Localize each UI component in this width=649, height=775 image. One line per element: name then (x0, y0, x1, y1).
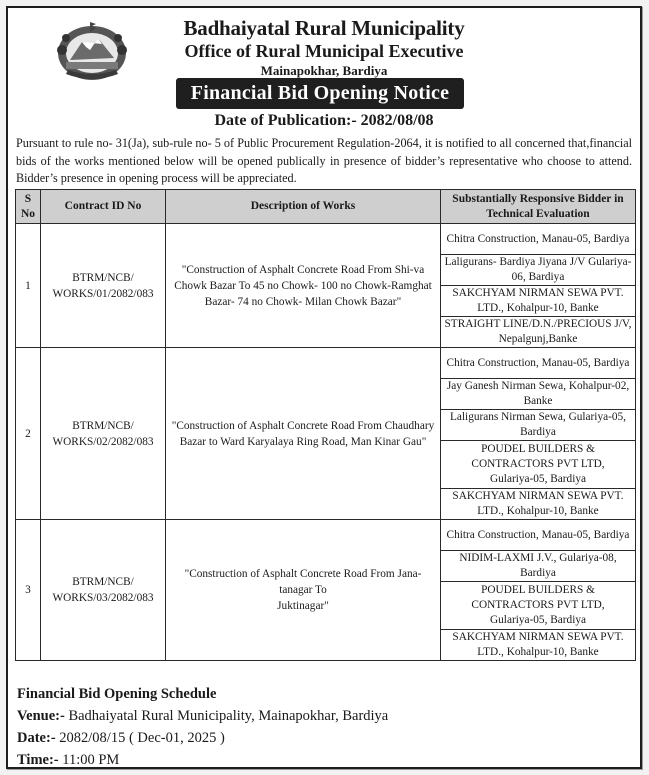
cell-bidder: POUDEL BUILDERS & CONTRACTORS PVT LTD, Gulariya-05, Bardiya (441, 582, 636, 630)
cell-bidder: SAKCHYAM NIRMAN SEWA PVT. LTD., Kohalpur-10, Banke (441, 630, 636, 661)
office-name: Office of Rural Municipal Executive (184, 41, 464, 61)
bids-table (15, 189, 636, 661)
header-sno: S No (16, 190, 41, 224)
notice-title-banner: Financial Bid Opening Notice (176, 78, 464, 109)
cell-bidder: Jay Ganesh Nirman Sewa, Kohalpur-02, Banke (441, 379, 636, 410)
cell-bidder: Chitra Construction, Manau-05, Bardiya (441, 520, 636, 551)
table-row (16, 348, 636, 379)
notice-frame (6, 6, 642, 769)
cell-contract-id: BTRM/NCB/ WORKS/02/2082/083 (41, 348, 166, 520)
cell-bidder: Laligurans Nirman Sewa, Gulariya-05, Bardiya (441, 410, 636, 441)
cell-bidder: POUDEL BUILDERS & CONTRACTORS PVT LTD, Gulariya-05, Bardiya (441, 441, 636, 489)
cell-bidder: STRAIGHT LINE/D.N./PRECIOUS J/V, Nepalgunj,Banke (441, 317, 636, 348)
venue-value: Badhaiyatal Rural Municipality, Mainapokhar, Bardiya (68, 708, 389, 724)
cell-bidder: SAKCHYAM NIRMAN SEWA PVT. LTD., Kohalpur-10, Banke (441, 489, 636, 520)
time-label: Time:- (17, 752, 59, 768)
table-row (16, 224, 636, 255)
table-row (16, 520, 636, 551)
table-header-row (16, 190, 636, 224)
cell-contract-id: BTRM/NCB/ WORKS/01/2082/083 (41, 224, 166, 348)
cell-bidder: Chitra Construction, Manau-05, Bardiya (441, 224, 636, 255)
venue-label: Venue:- (17, 708, 65, 724)
cell-description: "Construction of Asphalt Concrete Road From Chaudhary Bazar to Ward Karyalaya Ring Road, Man Kinar Gau" (166, 348, 441, 520)
schedule-time (17, 752, 119, 769)
schedule-date (17, 730, 225, 747)
cell-description (166, 520, 441, 661)
office-address: Mainapokhar, Bardiya (260, 63, 388, 78)
cell-contract-id: BTRM/NCB/ WORKS/03/2082/083 (41, 520, 166, 661)
cell-bidder: Chitra Construction, Manau-05, Bardiya (441, 348, 636, 379)
cell-bidder: Laligurans- Bardiya Jiyana J/V Gulariya-06, Bardiya (441, 255, 636, 286)
publication-date: Date of Publication:- 2082/08/08 (214, 112, 434, 129)
time-value: 11:00 PM (62, 752, 120, 768)
cell-description: "Construction of Asphalt Concrete Road From Shi-va Chowk Bazar To 45 no Chowk- 100 no Chowk-Ramghat Bazar- 74 no Chowk- Milan Chowk Bazar" (166, 224, 441, 348)
cell-sno: 2 (16, 348, 41, 520)
organization-name: Badhaiyatal Rural Municipality (183, 16, 465, 40)
date-label: Date:- (17, 730, 56, 746)
description-line: "Construction of Asphalt Concrete Road From Jana-tanagar To (184, 568, 422, 596)
header-bidders: Substantially Responsive Bidder in Technical Evaluation (441, 190, 636, 224)
header-description: Description of Works (166, 190, 441, 224)
cell-bidder: SAKCHYAM NIRMAN SEWA PVT. LTD., Kohalpur-10, Banke (441, 286, 636, 317)
cell-bidder: NIDIM-LAXMI J.V., Gulariya-08, Bardiya (441, 551, 636, 582)
notice-intro-paragraph: Pursuant to rule no- 31(Ja), sub-rule no- 5 of Public Procurement Regulation-2064, it is notified to all concerned that,financial bids of the works mentioned below will be opened publically in presence of bidder’s representative who choose to attend. Bidder’s presence in opening process will be appreciated. (16, 136, 632, 185)
description-line: Juktinagar" (277, 600, 329, 612)
schedule-venue (17, 708, 388, 725)
schedule-title: Financial Bid Opening Schedule (17, 686, 217, 702)
header-contract-id: Contract ID No (41, 190, 166, 224)
cell-sno: 3 (16, 520, 41, 661)
date-value: 2082/08/15 ( Dec-01, 2025 ) (59, 730, 225, 746)
cell-sno: 1 (16, 224, 41, 348)
